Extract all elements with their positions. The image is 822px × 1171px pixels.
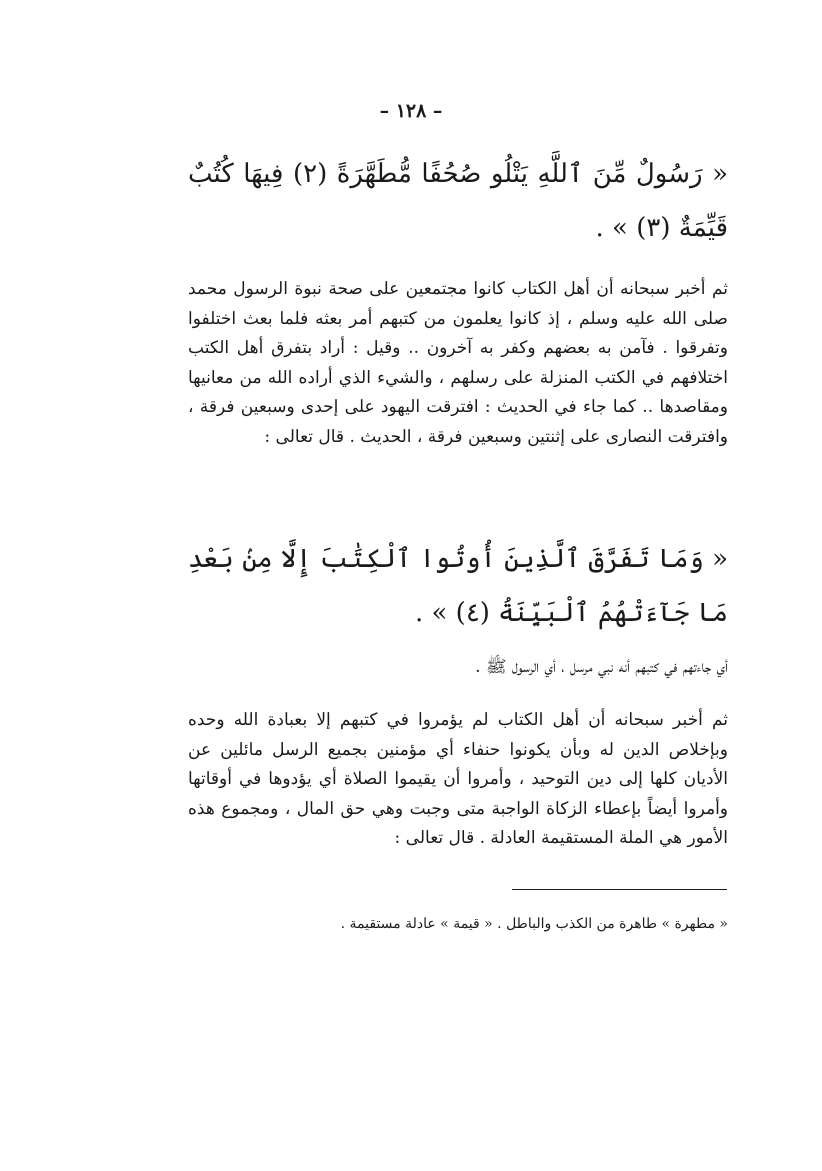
quran-verse-98-2-3: « رَسُولٌ مِّنَ ٱللَّهِ يَتْلُو صُحُفًا مُّطَهَّرَةً (٢) فِيهَا كُتُبٌ قَيِّمَةٌ (٣) » . <box>188 159 728 243</box>
footnote: « مطهرة » طاهرة من الكذب والباطل . « قيمة » عادلة مستقيمة . <box>340 916 728 932</box>
footnote-divider <box>512 889 727 890</box>
commentary-paragraph-3: ثم أخبر سبحانه أن أهل الكتاب لم يؤمروا في كتبهم إلا بعبادة الله وحده وبإخلاص الدين له وبأن يكونوا حنفاء أي مؤمنين بجميع الرسل مائلين عن الأديان كلها إلى دين التوحيد ، وأمروا أن يقيموا الصلاة أي يؤدوها في أوقاتها وأمروا أيضاً بإعطاء الزكاة الواجبة متى وجبت وهي حق المال ، ومجموع هذه الأمور هي الملة المستقيمة العادلة . قال تعالى : <box>188 710 728 848</box>
quran-verse-98-4: « وَمَا تَفَرَّقَ ٱلَّذِينَ أُوتُوا ٱلْكِتَٰبَ إِلَّا مِنۢ بَعْدِ مَا جَآءَتْهُمُ ٱلْبَيِّنَةُ (٤) » . <box>188 544 728 628</box>
commentary-paragraph-1: ثم أخبر سبحانه أن أهل الكتاب كانوا مجتمعين على صحة نبوة الرسول محمد صلى الله عليه وسلم ، إذ كانوا يعلمون من كتبهم أمر بعثه فلما بعث اختلفوا وتفرقوا . فآمن به بعضهم وكفر به آخرون .. وقيل : أراد بتفرق أهل الكتب اختلافهم في الكتب المنزلة على رسلهم ، والشيء الذي أراده الله من معانيها ومقاصدها .. كما جاء في الحديث : افترقت اليهود على إحدى وسبعين فرقة ، وافترقت النصارى على إثنتين وسبعين فرقة ، الحديث . قال تعالى : <box>188 279 728 447</box>
commentary-paragraph-2: أي جاءتهم في كتبهم أنه نبي مرسل ، أي الرسول ﷺ . <box>475 657 728 677</box>
page-number: – ١٢٨ – <box>379 100 443 122</box>
